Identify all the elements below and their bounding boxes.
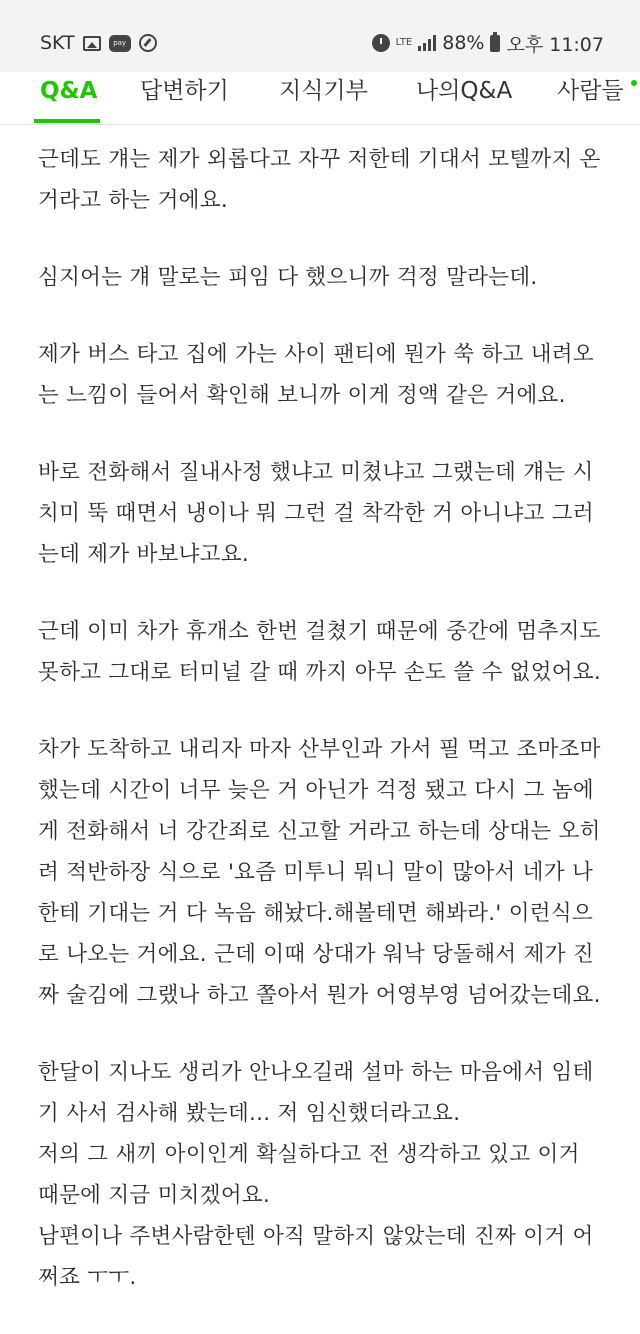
paragraph bbox=[38, 611, 628, 693]
tab-qna[interactable]: Q&A bbox=[40, 78, 98, 104]
text-line: 바로 전화해서 질내사정 했냐고 미쳤냐고 그랬는데 걔는 시 bbox=[38, 460, 594, 485]
paragraph bbox=[38, 452, 628, 575]
text-line: 때문에 지금 미치겠어요. bbox=[38, 1183, 271, 1208]
paragraph bbox=[38, 257, 628, 298]
question-body bbox=[38, 124, 628, 1334]
text-line: 로 나오는 거에요. 근데 이때 상대가 워낙 당돌해서 제가 진 bbox=[38, 942, 594, 967]
text-line: 했는데 시간이 너무 늦은 거 아닌가 걱정 됐고 다시 그 놈에 bbox=[38, 778, 594, 803]
text-line: 한달이 지나도 생리가 안나오길래 설마 하는 마음에서 임테 bbox=[38, 1060, 594, 1085]
tab-answer[interactable]: 답변하기 bbox=[140, 78, 229, 104]
paragraph bbox=[38, 139, 628, 221]
clock: 오후 11:07 bbox=[506, 33, 604, 56]
carrier-label: SKT bbox=[40, 32, 75, 54]
text-line: 짜 술김에 그랬나 하고 쫄아서 뭔가 어영부영 넘어갔는데요. bbox=[38, 983, 601, 1008]
text-line: 쩌죠 ㅜㅜ. bbox=[38, 1265, 137, 1290]
text-line: 는데 제가 바보냐고요. bbox=[38, 542, 250, 567]
text-line: 거라고 하는 거에요. bbox=[38, 188, 228, 213]
text-line: 기 사서 검사해 봤는데... 저 임신했더라고요. bbox=[38, 1101, 461, 1126]
text-line: 는 느낌이 들어서 확인해 보니까 이게 정액 같은 거에요. bbox=[38, 383, 566, 408]
text-line: 한테 기대는 거 다 녹음 해놨다.해볼테면 해봐라.' 이런식으 bbox=[38, 901, 594, 926]
gallery-icon bbox=[83, 36, 101, 51]
text-line: 근데 이미 차가 휴개소 한번 걸쳤기 때문에 중간에 멈추지도 bbox=[38, 619, 601, 644]
status-bar bbox=[0, 0, 640, 72]
battery-icon bbox=[490, 35, 500, 52]
text-line: 차가 도착하고 내리자 마자 산부인과 가서 필 먹고 조마조마 bbox=[38, 737, 601, 762]
signal-icon bbox=[418, 35, 436, 51]
status-bar-left bbox=[40, 30, 157, 56]
new-badge-dot bbox=[631, 80, 637, 86]
lte-label: LTE bbox=[395, 37, 413, 48]
tab-knowledge-donation[interactable]: 지식기부 bbox=[279, 78, 368, 104]
active-tab-indicator bbox=[34, 119, 100, 123]
compass-icon bbox=[139, 34, 157, 52]
alarm-icon bbox=[372, 34, 390, 52]
pay-icon: pay bbox=[109, 35, 131, 52]
tab-bar bbox=[0, 72, 640, 125]
battery-percent: 88% bbox=[442, 32, 485, 54]
paragraph bbox=[38, 729, 628, 1016]
text-line: 치미 뚝 때면서 냉이나 뭐 그런 걸 착각한 거 아니냐고 그러 bbox=[38, 501, 594, 526]
text-line: 제가 버스 타고 집에 가는 사이 팬티에 뭔가 쑥 하고 내려오 bbox=[38, 342, 594, 367]
status-bar-right bbox=[372, 30, 604, 56]
text-line: 근데도 걔는 제가 외롭다고 자꾸 저한테 기대서 모텔까지 온 bbox=[38, 147, 601, 172]
paragraph bbox=[38, 334, 628, 416]
text-line: 저의 그 새끼 아이인게 확실하다고 전 생각하고 있고 이거 bbox=[38, 1142, 580, 1167]
tab-my-qna[interactable]: 나의Q&A bbox=[416, 78, 513, 104]
text-line: 심지어는 걔 말로는 피임 다 했으니까 걱정 말라는데. bbox=[38, 265, 538, 290]
text-line: 게 전화해서 너 강간죄로 신고할 거라고 하는데 상대는 오히 bbox=[38, 819, 601, 844]
paragraph bbox=[38, 1052, 628, 1298]
tab-people[interactable]: 사람들 bbox=[557, 78, 624, 104]
text-line: 못하고 그대로 터미널 갈 때 까지 아무 손도 쓸 수 없었어요. bbox=[38, 660, 602, 685]
text-line: 려 적반하장 식으로 '요즘 미투니 뭐니 말이 많아서 네가 나 bbox=[38, 860, 594, 885]
text-line: 남편이나 주변사람한텐 아직 말하지 않았는데 진짜 이거 어 bbox=[38, 1224, 594, 1249]
